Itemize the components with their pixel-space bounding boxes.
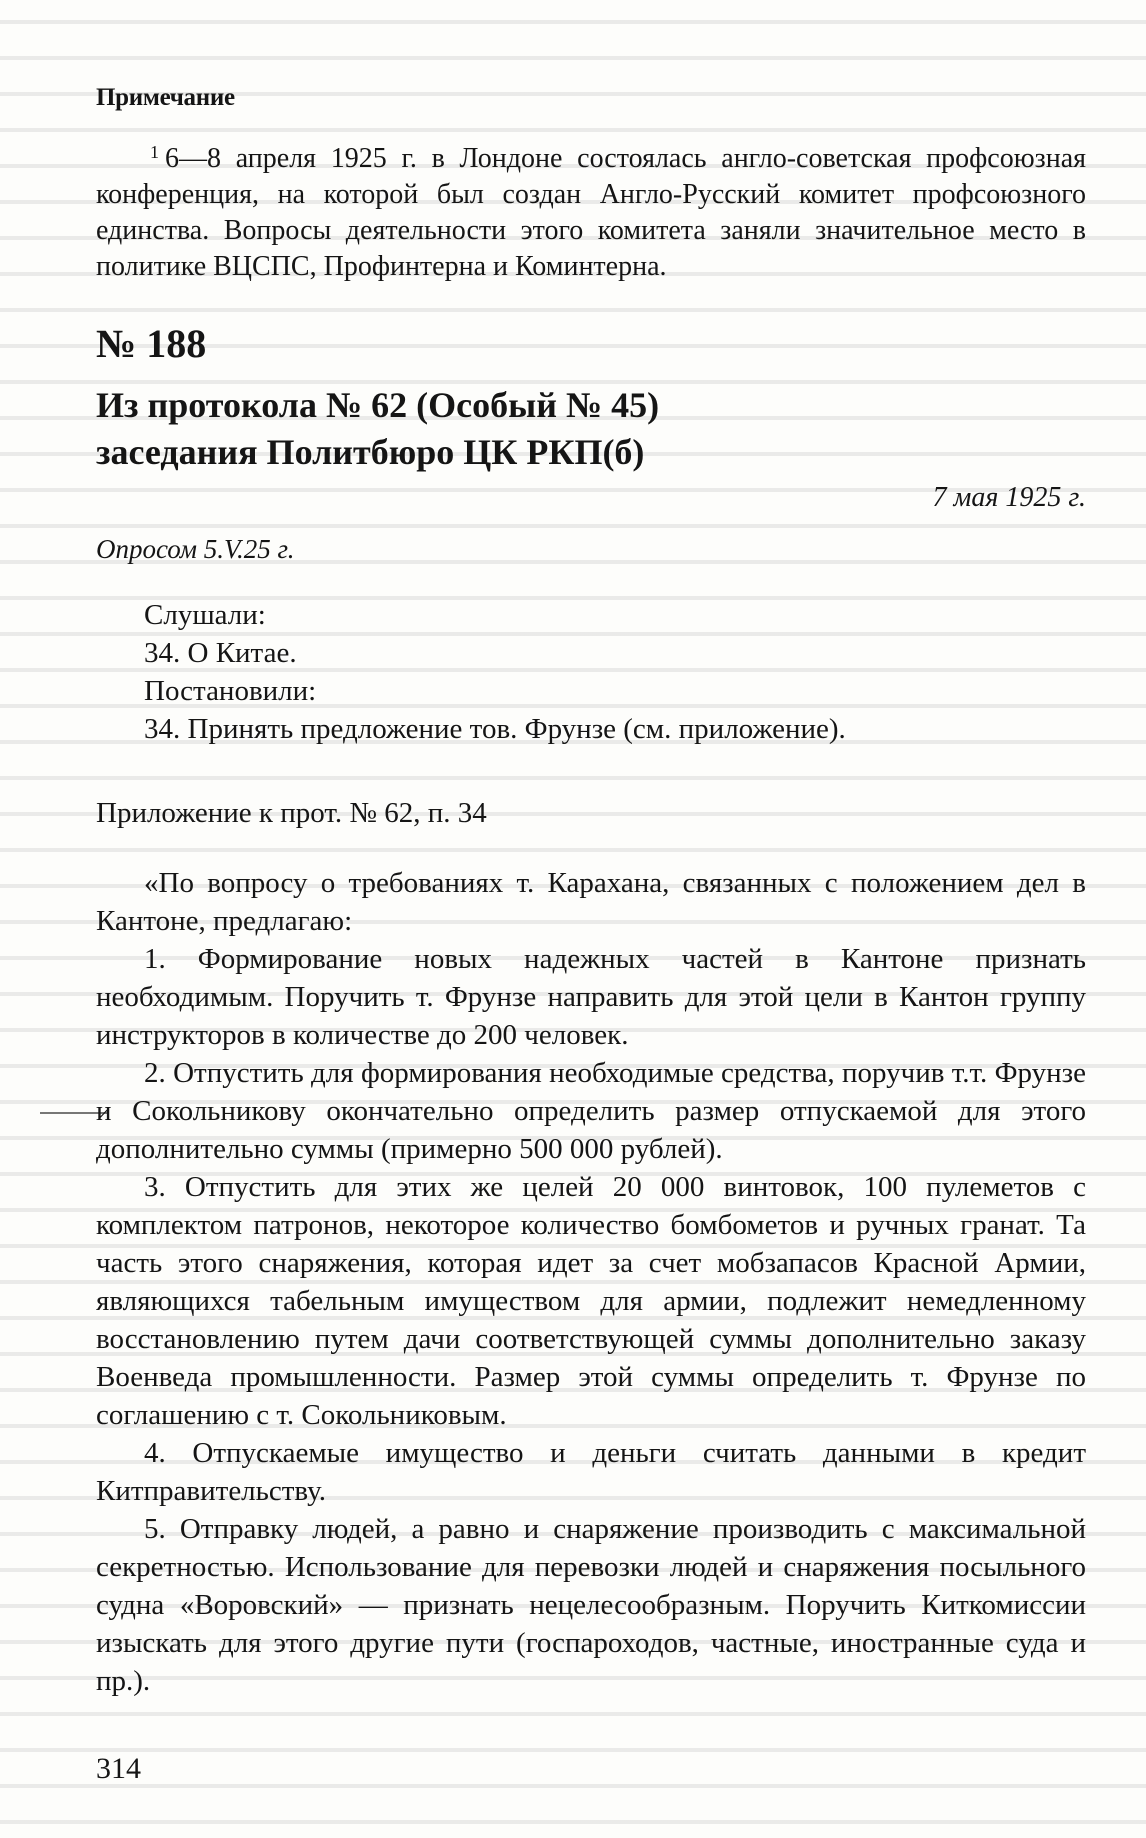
document-title-line-1: Из протокола № 62 (Особый № 45) (96, 385, 660, 425)
document-number: № 188 (96, 321, 207, 366)
appendix-item-5: 5. Отправку людей, а равно и снаряжение производить с максимальной секретностью. Использование для перевозки людей и снаряжения посыльного судна «Воровский» — признать нецелесообразным. Поручить Киткомиссии изыскать для этого другие пути (госпароходов, частные, иностранные суда и пр.). (96, 1513, 1086, 1697)
note-heading: Примечание (96, 84, 235, 111)
appendix-body (96, 864, 1086, 1700)
heard-label: Слушали: (144, 599, 266, 631)
appendix-item-2: 2. Отпустить для формирования необходимые средства, поручив т.т. Фрунзе и Сокольникову окончательно определить размер отпускаемой для этого дополнительно суммы (примерно 500 000 рублей). (96, 1057, 1086, 1165)
appendix-item-4: 4. Отпускаемые имущество и деньги считать данными в кредит Китправительству. (96, 1437, 1086, 1507)
document-method: Опросом 5.V.25 г. (96, 534, 295, 564)
appendix-item-3: 3. Отпустить для этих же целей 20 000 винтовок, 100 пулеметов с комплектом патронов, некоторое количество бомбометов и ручных гранат. Та часть этого снаряжения, которая идет за счет мобзапасов Красной Армии, являющихся табельным имуществом для армии, подлежит немедленному восстановлению путем дачи соответствующей суммы дополнительно заказу Военведа промышленности. Размер этой суммы определить т. Фрунзе по соглашению с т. Сокольниковым. (96, 1171, 1086, 1431)
decided-item: 34. Принять предложение тов. Фрунзе (см. приложение). (144, 713, 846, 745)
footnote-text: 6—8 апреля 1925 г. в Лондоне состоялась англо-советская профсоюзная конференция, на которой был создан Англо-Русский комитет профсоюзного единства. Вопросы деятельности этого комитета заняли значительное место в политике ВЦСПС, Профинтерна и Коминтерна. (96, 143, 1086, 282)
footnote-marker: 1 (150, 142, 159, 162)
appendix-item-1: 1. Формирование новых надежных частей в Кантоне признать необходимым. Поручить т. Фрунзе направить для этой цели в Кантон группу инструкторов в количестве до 200 человек. (96, 943, 1086, 1051)
appendix-title: Приложение к прот. № 62, п. 34 (96, 797, 487, 829)
heard-item: 34. О Китае. (144, 637, 297, 669)
appendix-intro: «По вопросу о требованиях т. Карахана, связанных с положением дел в Кантоне, предлагаю: (96, 867, 1086, 937)
footnote (96, 134, 1086, 285)
document-title-line-2: заседания Политбюро ЦК РКП(б) (96, 432, 645, 472)
heard-section (96, 596, 1086, 748)
page-number: 314 (96, 1752, 141, 1785)
decided-label: Постановили: (144, 675, 317, 707)
document-date: 7 мая 1925 г. (932, 482, 1086, 513)
document-title (96, 382, 1086, 476)
